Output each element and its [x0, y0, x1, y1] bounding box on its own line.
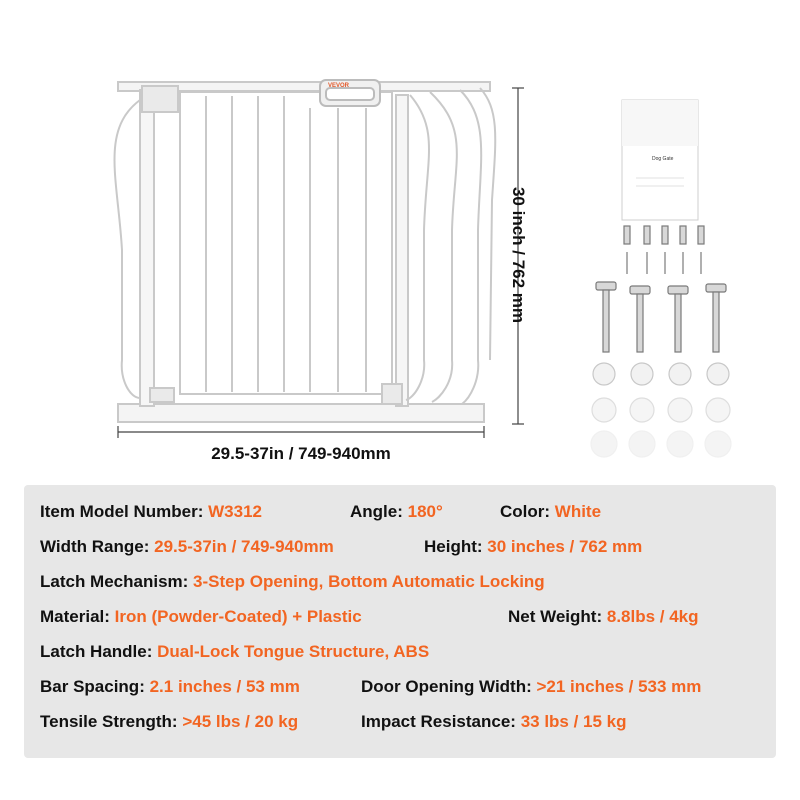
- spec-color-value: White: [554, 502, 602, 521]
- spec-latch-handle: [40, 642, 429, 662]
- spec-angle: [350, 502, 443, 522]
- spec-tensile-label: Tensile Strength:: [40, 712, 178, 731]
- manual-title: Dog Gate: [652, 156, 674, 162]
- spec-bar-spacing: [40, 677, 300, 697]
- spec-latch-handle-label: Latch Handle:: [40, 642, 153, 661]
- spec-material-value: Iron (Powder-Coated) + Plastic: [114, 607, 362, 626]
- spec-height-label: Height:: [424, 537, 483, 556]
- spec-model-value: W3312: [208, 502, 263, 521]
- spec-color-label: Color:: [500, 502, 551, 521]
- spec-impact-value: 33 lbs / 15 kg: [520, 712, 627, 731]
- spec-bar-spacing-label: Bar Spacing:: [40, 677, 145, 696]
- spec-door-opening: [361, 677, 701, 697]
- spec-material-label: Material:: [40, 607, 110, 626]
- spec-width-label: Width Range:: [40, 537, 150, 556]
- spec-door-opening-label: Door Opening Width:: [361, 677, 532, 696]
- specs-panel: [24, 485, 776, 758]
- hardware-image: [591, 226, 731, 457]
- spec-model-label: Item Model Number:: [40, 502, 204, 521]
- spec-model: [40, 502, 262, 522]
- spec-net-weight-value: 8.8lbs / 4kg: [606, 607, 699, 626]
- width-dimension-label: 29.5-37in / 749-940mm: [211, 444, 391, 463]
- spec-bar-spacing-value: 2.1 inches / 53 mm: [149, 677, 300, 696]
- spec-latch-mechanism: [40, 572, 545, 592]
- width-dimension-line: [118, 426, 484, 438]
- spec-impact-label: Impact Resistance:: [361, 712, 516, 731]
- spec-net-weight: [508, 607, 699, 627]
- spec-latch-mechanism-label: Latch Mechanism:: [40, 572, 189, 591]
- spec-angle-value: 180°: [407, 502, 443, 521]
- spec-height-value: 30 inches / 762 mm: [487, 537, 643, 556]
- spec-width: [40, 537, 334, 557]
- spec-latch-handle-value: Dual-Lock Tongue Structure, ABS: [157, 642, 430, 661]
- spec-color: [500, 502, 601, 522]
- spec-tensile: [40, 712, 298, 732]
- spec-width-value: 29.5-37in / 749-940mm: [154, 537, 334, 556]
- spec-height: [424, 537, 642, 557]
- spec-door-opening-value: >21 inches / 533 mm: [536, 677, 702, 696]
- spec-angle-label: Angle:: [350, 502, 403, 521]
- spec-material: [40, 607, 362, 627]
- height-dimension-label: 30 inch / 762 mm: [509, 186, 528, 324]
- brand-logo: VEVOR: [328, 83, 350, 89]
- spec-impact: [361, 712, 627, 732]
- gate-image: [115, 80, 496, 422]
- spec-latch-mechanism-value: 3-Step Opening, Bottom Automatic Locking: [193, 572, 545, 591]
- height-dimension-label-wrap: [509, 186, 558, 324]
- spec-net-weight-label: Net Weight:: [508, 607, 603, 626]
- spec-tensile-value: >45 lbs / 20 kg: [182, 712, 299, 731]
